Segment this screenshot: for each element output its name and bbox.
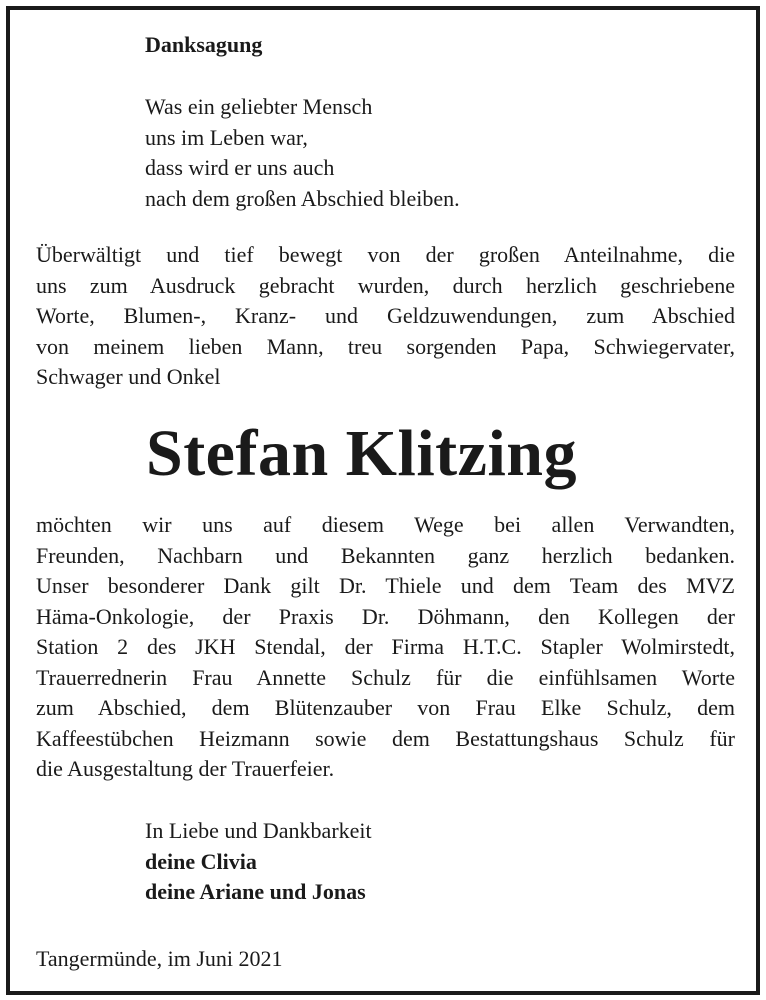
thanks-paragraph <box>36 510 735 785</box>
paragraph-line: Kaffeestübchen Heizmann sowie dem Bestattungshaus Schulz für <box>36 725 735 751</box>
paragraph-line: uns zum Ausdruck gebracht wurden, durch herzlich geschriebene <box>36 272 735 298</box>
notice-frame <box>6 6 760 995</box>
paragraph-line: Häma-Onkologie, der Praxis Dr. Döhmann, den Kollegen der <box>36 603 735 629</box>
poem-line: Was ein geliebter Mensch <box>145 94 373 119</box>
signer-line: deine Clivia <box>145 848 257 874</box>
poem-line: dass wird er uns auch <box>145 155 335 180</box>
place-date: Tangermünde, im Juni 2021 <box>36 946 283 971</box>
paragraph-line: Worte, Blumen-, Kranz- und Geldzuwendungen, zum Abschied <box>36 303 735 328</box>
paragraph-line: Unser besonderer Dank gilt Dr. Thiele und dem Team des MVZ <box>36 573 735 598</box>
paragraph-line: Schwager und Onkel <box>36 364 221 389</box>
paragraph-line: von meinem lieben Mann, treu sorgenden Papa, Schwiegervater, <box>36 333 735 359</box>
paragraph-line: die Ausgestaltung der Trauerfeier. <box>36 756 335 781</box>
paragraph-line: Freunden, Nachbarn und Bekannten ganz herzlich bedanken. <box>36 542 735 568</box>
paragraph-line: Station 2 des JKH Stendal, der Firma H.T.C. Stapler Wolmirstedt, <box>36 634 735 659</box>
closing-block <box>145 816 372 908</box>
paragraph-line: zum Abschied, dem Blütenzauber von Frau Elke Schulz, dem <box>36 695 735 720</box>
poem-line: nach dem großen Abschied bleiben. <box>145 185 460 211</box>
deceased-name: Stefan Klitzing <box>146 417 577 490</box>
poem <box>145 92 460 214</box>
intro-paragraph <box>36 240 735 393</box>
closing-phrase: In Liebe und Dankbarkeit <box>145 818 372 843</box>
notice-heading: Danksagung <box>145 32 263 57</box>
paragraph-line: Trauerrednerin Frau Annette Schulz für die einfühlsamen Worte <box>36 664 735 690</box>
paragraph-line: möchten wir uns auf diesem Wege bei allen Verwandten, <box>36 512 735 537</box>
poem-line: uns im Leben war, <box>145 124 308 150</box>
signer-line: deine Ariane und Jonas <box>145 879 366 904</box>
paragraph-line: Überwältigt und tief bewegt von der großen Anteilnahme, die <box>36 242 735 267</box>
